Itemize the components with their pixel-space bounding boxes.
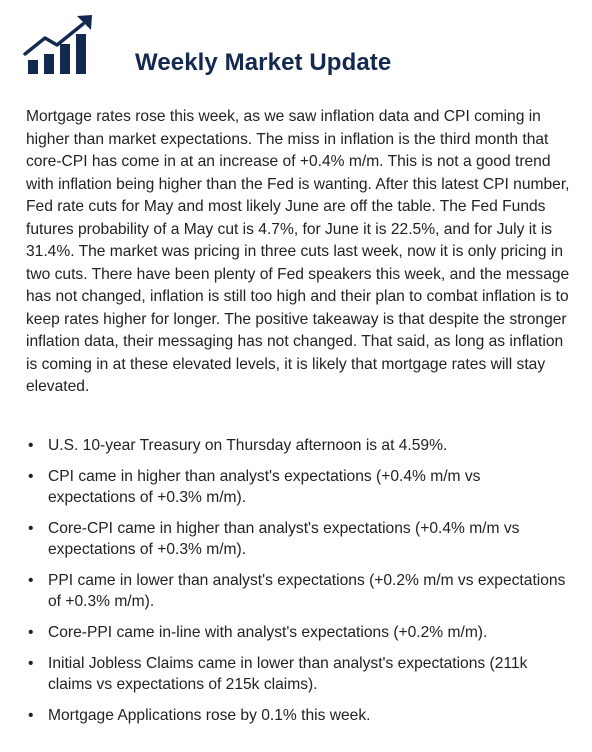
bullet-marker: • bbox=[28, 707, 34, 724]
list-item-text: Mortgage Applications rose by 0.1% this week. bbox=[48, 707, 371, 724]
list-item bbox=[26, 435, 566, 456]
list-item-text: U.S. 10-year Treasury on Thursday afternoon is at 4.59%. bbox=[48, 437, 448, 454]
bullet-marker: • bbox=[28, 468, 34, 485]
bullet-marker: • bbox=[28, 572, 34, 589]
intro-paragraph: Mortgage rates rose this week, as we saw inflation data and CPI coming in higher than market expectations. The miss in inflation is the third month that core-CPI has come in at an increase of +0.4% m/m. This is not a good trend with inflation being higher than the Fed is wanting. After this latest CPI number, Fed rate cuts for May and most likely June are off the table. The Fed Funds futures probability of a May cut is 4.7%, for June it is 22.5%, and for July it is 31.4%. The market was pricing in three cuts last week, now it is only pricing in two cuts. There have been plenty of Fed speakers this week, and the message has not changed, inflation is still too high and their plan to combat inflation is to keep rates higher for longer. The positive takeaway is that despite the stronger inflation data, their messaging has not changed. That said, as long as inflation is coming in at these elevated levels, it is likely that mortgage rates will stay elevated. bbox=[26, 108, 570, 395]
list-item-text: Initial Jobless Claims came in lower than analyst's expectations (211k claims vs expectations of 215k claims). bbox=[48, 655, 528, 693]
list-item bbox=[26, 570, 566, 612]
list-item-text: CPI came in higher than analyst's expectations (+0.4% m/m vs expectations of +0.3% m/m). bbox=[48, 468, 481, 506]
list-item bbox=[26, 466, 566, 508]
bullet-marker: • bbox=[28, 520, 34, 537]
list-item-text: PPI came in lower than analyst's expectations (+0.2% m/m vs expectations of +0.3% m/m). bbox=[48, 572, 566, 610]
list-item bbox=[26, 622, 566, 643]
bullet-marker: • bbox=[28, 655, 34, 672]
list-item bbox=[26, 705, 566, 726]
header bbox=[22, 12, 582, 82]
bullet-marker: • bbox=[28, 437, 34, 454]
list-item-text: Core-CPI came in higher than analyst's expectations (+0.4% m/m vs expectations of +0.3% m/m). bbox=[48, 520, 520, 558]
bullet-list bbox=[26, 435, 566, 736]
list-item bbox=[26, 518, 566, 560]
bullet-marker: • bbox=[28, 624, 34, 641]
list-item-text: Core-PPI came in-line with analyst's expectations (+0.2% m/m). bbox=[48, 624, 488, 641]
trending-bar-chart-icon bbox=[22, 12, 102, 74]
page-title: Weekly Market Update bbox=[135, 49, 392, 76]
list-item bbox=[26, 653, 566, 695]
